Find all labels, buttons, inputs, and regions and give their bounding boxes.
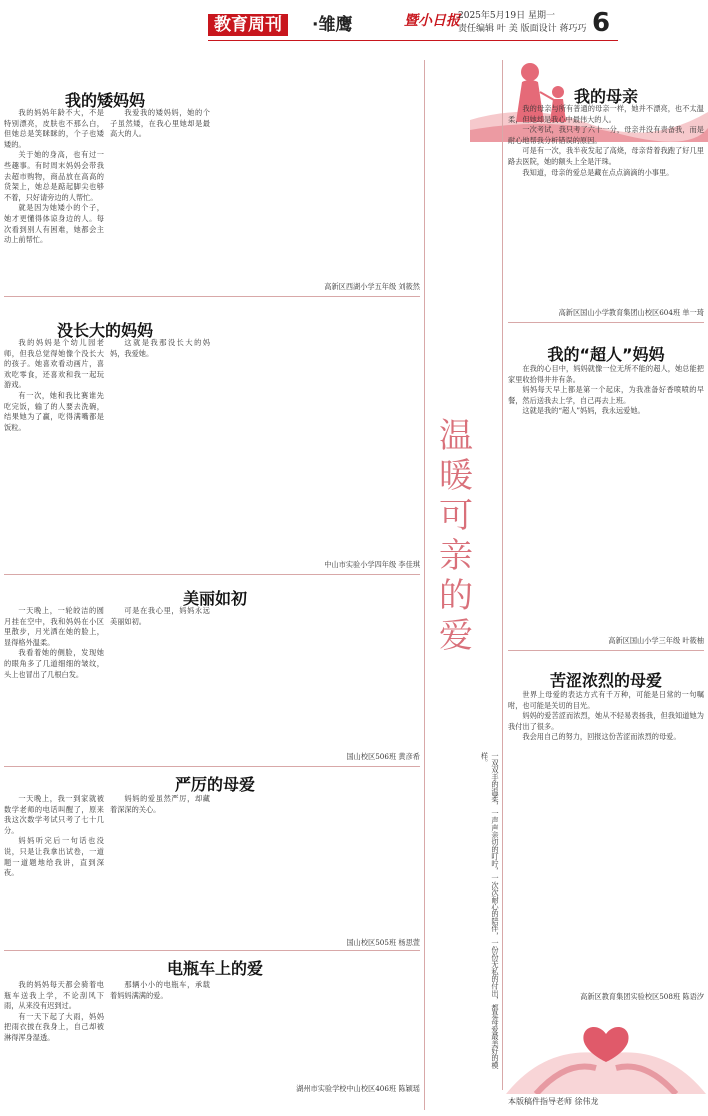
article-byline: 湖州市实验学校中山校区406班 陈颖瑶 — [296, 1084, 420, 1093]
article-body — [4, 108, 104, 280]
article-body — [4, 606, 104, 766]
article-body — [214, 980, 318, 1080]
article-byline: 高新区国山小学教育集团山校区604班 单一琦 — [558, 308, 704, 317]
article-paragraph: 我的妈妈每天都会骑着电瓶车送我上学，不论刮风下雨，从来没有迟到过。 — [4, 980, 104, 1011]
article-body — [110, 338, 210, 548]
article-body — [322, 108, 420, 278]
section-dot: · — [312, 15, 319, 35]
footer-note: 本版稿件指导老师 徐伟龙 — [508, 1097, 599, 1106]
article-paragraph: 我的妈妈是个幼儿园老师，但我总觉得她像个没长大的孩子。她喜欢看动画片，喜欢吃零食，还喜欢和我一起玩游戏。 — [4, 338, 104, 390]
feature-poem: 一双双手的温柔，一声声亲切的叮咛，一次次耐心的陪伴，一份份无私的付出，都是母爱最美好的模样。 — [480, 752, 500, 1069]
article-body — [214, 108, 318, 280]
article-paragraph: 妈妈的爱虽然严厉，却藏着深深的关心。 — [110, 794, 210, 814]
section-title: 教育周刊 — [208, 14, 288, 36]
divider — [4, 950, 420, 951]
hands-heart-illustration — [506, 1004, 706, 1094]
issue-info — [458, 10, 586, 36]
article-paragraph: 我的母亲与所有普通的母亲一样，她并不漂亮，也不太温柔，但她却是我心中最伟大的人。 — [508, 104, 704, 124]
article-title: 没长大的妈妈 — [56, 321, 153, 340]
divider — [4, 296, 420, 297]
article-body — [4, 794, 104, 944]
article-title: 我的矮妈妈 — [64, 91, 145, 110]
article-byline: 高新区西湖小学五年级 刘筱然 — [324, 282, 420, 291]
article-paragraph: 一次考试，我只考了六十一分，母亲并没有责备我，而是耐心地帮我分析错误的原因。 — [508, 125, 704, 145]
article-title: 严厉的母爱 — [174, 775, 255, 794]
article-title: 美丽如初 — [182, 589, 247, 608]
article-title: 电瓶车上的爱 — [166, 959, 263, 978]
article-body — [508, 104, 704, 318]
article-byline: 国山校区506班 黄彦希 — [346, 752, 420, 761]
article-paragraph: 这就是我那没长大的妈妈，我爱她。 — [110, 338, 210, 358]
article-title: 苦涩浓烈的母爱 — [549, 671, 662, 690]
divider — [4, 574, 420, 575]
article-byline: 高新区教育集团实验校区508班 陈语汐 — [580, 992, 704, 1001]
article-body — [4, 980, 104, 1092]
article-paragraph: 世界上母爱的表达方式有千万种，可能是日常的一句嘱咐，也可能是关切的目光。 — [508, 690, 704, 710]
article-paragraph: 那辆小小的电瓶车，承载着妈妈满满的爱。 — [110, 980, 210, 1000]
article-body — [214, 606, 318, 766]
article-paragraph: 妈妈听完后一句话也没说，只是让我拿出试卷，一道题一道题地给我讲，直到深夜。 — [4, 836, 104, 878]
newspaper-logo: 暨小日报 — [404, 13, 460, 29]
article-byline: 国山校区505班 杨思萱 — [346, 938, 420, 947]
section-sub-label: 雏鹰 — [318, 15, 353, 35]
article-paragraph: 我爱我的矮妈妈，她的个子虽然矮，在我心里她却是最高大的人。 — [110, 108, 210, 139]
article-body — [110, 980, 210, 1092]
article-paragraph: 有一天下起了大雨，妈妈把雨衣披在我身上，自己却被淋得浑身湿透。 — [4, 1011, 104, 1042]
article-paragraph: 这就是我的“超人”妈妈，我永远爱她。 — [522, 406, 645, 416]
article-paragraph: 就是因为她矮小的个子，她才更懂得体谅身边的人。每次看到别人有困难，她都会主动上前帮忙。 — [4, 203, 104, 245]
article-paragraph: 妈妈每天早上都是第一个起床，为我准备好香喷喷的早餐，然后送我去上学，自己再去上班。 — [508, 385, 704, 405]
issue-date: 2025年5月19日 星期一 — [458, 11, 555, 21]
section-subtitle — [312, 14, 352, 36]
article-paragraph: 我知道，母亲的爱总是藏在点点滴滴的小事里。 — [522, 167, 674, 177]
article-title: 我的母亲 — [573, 87, 638, 106]
column-divider — [502, 60, 503, 1090]
article-body — [322, 794, 420, 934]
article-byline: 中山市实验小学四年级 李佳琪 — [324, 560, 420, 569]
divider — [4, 766, 420, 767]
article-paragraph: 在我的心目中，妈妈就像一位无所不能的超人，她总能把家里收拾得井井有条。 — [508, 364, 704, 384]
article-paragraph: 可是在我心里，妈妈永远美丽如初。 — [110, 606, 210, 626]
feature-headline: 温暖可亲的爱 — [439, 416, 473, 656]
article-paragraph: 可是有一次，我半夜发起了高烧，母亲背着我跑了好几里路去医院，她的额头上全是汗珠。 — [508, 146, 704, 166]
article-paragraph: 一天晚上，我一到家就被数学老师的电话叫醒了，原来我这次数学考试只考了七十几分。 — [4, 794, 104, 835]
article-body — [214, 338, 318, 548]
article-body — [214, 794, 318, 944]
article-body — [322, 606, 420, 746]
article-paragraph: 一天晚上，一轮皎洁的圆月挂在空中，我和妈妈在小区里散步，月光洒在她的脸上，显得格外温柔。 — [4, 606, 104, 647]
article-body — [110, 794, 210, 944]
masthead-rule — [208, 40, 618, 41]
article-paragraph: 我会用自己的努力，回报这份苦涩而浓烈的母爱。 — [522, 732, 681, 742]
page-number: 6 — [592, 8, 611, 38]
article-body — [508, 364, 704, 628]
article-paragraph: 有一次，她和我比赛谁先吃完饭，输了的人要去洗碗，结果她为了赢，吃得满嘴都是饭粒。 — [4, 390, 104, 432]
article-body — [4, 338, 104, 548]
column-divider — [424, 60, 425, 1110]
article-body — [508, 690, 704, 986]
divider — [508, 650, 704, 651]
issue-editors: 责任编辑 叶 美 版面设计 蒋巧巧 — [458, 24, 587, 34]
article-body — [322, 338, 420, 552]
article-body — [110, 606, 210, 766]
article-byline: 高新区国山小学三年级 叶筱柚 — [608, 636, 704, 645]
divider — [508, 322, 704, 323]
article-paragraph: 我的妈妈年龄不大，不是特别漂亮，皮肤也不那么白，但她总是笑眯眯的，个子也矮矮的。 — [4, 108, 104, 149]
article-title: 我的“超人”妈妈 — [547, 345, 665, 364]
article-body — [322, 980, 420, 1080]
article-paragraph: 关于她的身高，也有过一些趣事。有时周末妈妈会带我去超市购物，商品放在高高的货架上，她总是踮起脚尖也够不着，只好请旁边的人帮忙。 — [4, 150, 104, 202]
masthead — [0, 0, 708, 46]
article-paragraph: 妈妈的爱苦涩而浓烈，她从不轻易表扬我，但我知道她为我付出了很多。 — [508, 711, 704, 731]
article-body — [110, 108, 210, 280]
article-paragraph: 我看着她的侧脸，发现她的眼角多了几道细细的皱纹，头上也冒出了几根白发。 — [4, 648, 104, 679]
